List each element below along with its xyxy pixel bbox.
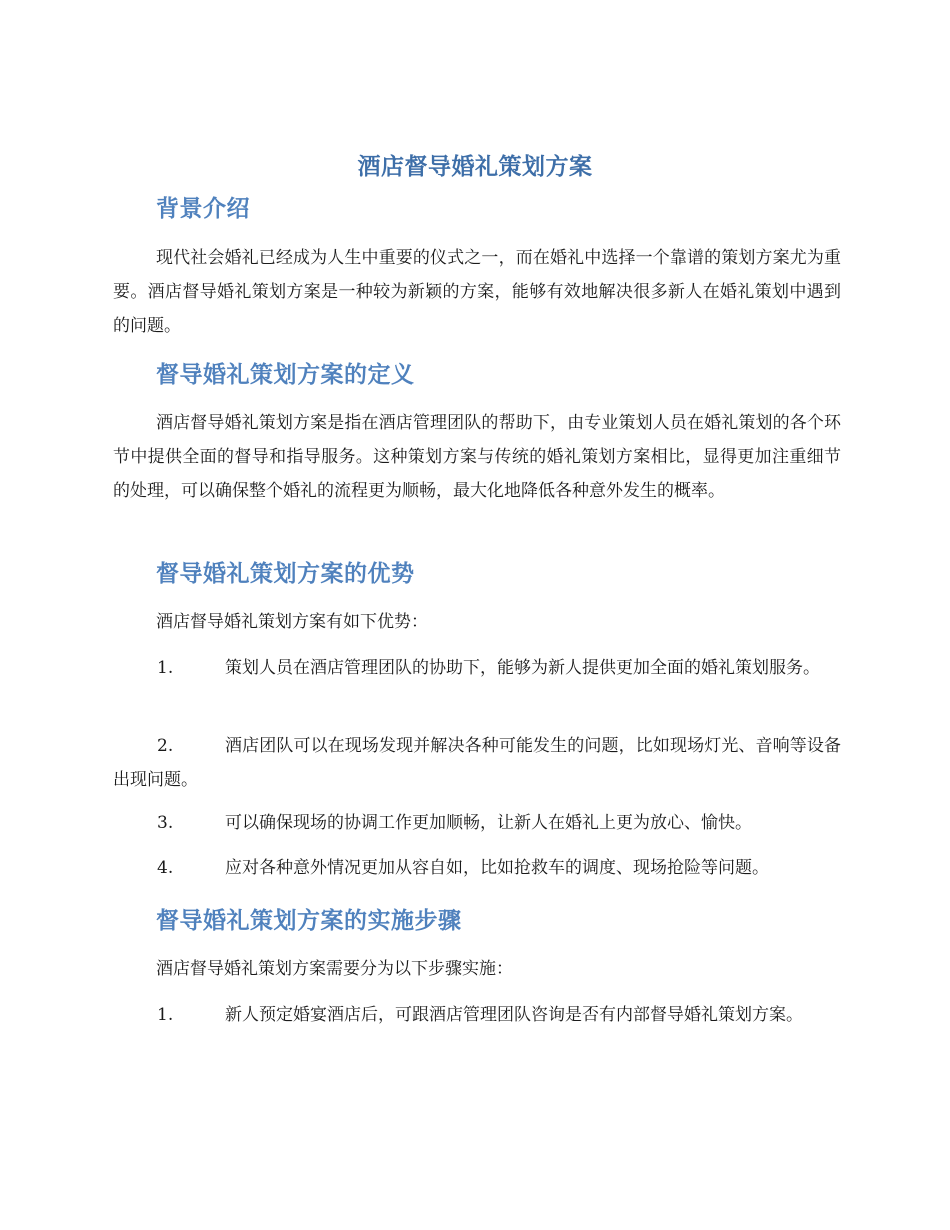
advantages-intro: 酒店督导婚礼策划方案有如下优势： <box>156 612 428 632</box>
steps-intro: 酒店督导婚礼策划方案需要分为以下步骤实施： <box>156 959 513 979</box>
list-item-text: 可以确保现场的协调工作更加顺畅，让新人在婚礼上更为放心、愉快。 <box>225 813 752 833</box>
list-item <box>113 729 841 797</box>
list-item-number: 3. <box>157 813 174 833</box>
list-item <box>113 998 841 1032</box>
section-heading-advantages: 督导婚礼策划方案的优势 <box>156 561 415 587</box>
list-item-text: 酒店团队可以在现场发现并解决各种可能发生的问题，比如现场灯光、音响等设备出现问题。 <box>113 736 841 790</box>
list-item-text: 策划人员在酒店管理团队的协助下，能够为新人提供更加全面的婚礼策划服务。 <box>225 658 820 678</box>
section-heading-definition: 督导婚礼策划方案的定义 <box>156 362 415 388</box>
section-paragraph-background: 现代社会婚礼已经成为人生中重要的仪式之一，而在婚礼中选择一个靠谱的策划方案尤为重要。酒店督导婚礼策划方案是一种较为新颖的方案，能够有效地解决很多新人在婚礼策划中遇到的问题。 <box>113 248 841 336</box>
list-item-number: 2. <box>157 736 174 756</box>
document-title: 酒店督导婚礼策划方案 <box>357 154 593 180</box>
list-item-text: 应对各种意外情况更加从容自如，比如抢救车的调度、现场抢险等问题。 <box>225 858 769 878</box>
list-item <box>113 651 841 685</box>
list-item <box>113 806 841 840</box>
list-item <box>113 851 841 885</box>
section-paragraph-definition: 酒店督导婚礼策划方案是指在酒店管理团队的帮助下，由专业策划人员在婚礼策划的各个环节中提供全面的督导和指导服务。这种策划方案与传统的婚礼策划方案相比，显得更加注重细节的处理，可以确保整个婚礼的流程更为顺畅，最大化地降低各种意外发生的概率。 <box>113 413 841 501</box>
list-item-number: 1. <box>157 658 174 678</box>
list-item-text: 新人预定婚宴酒店后，可跟酒店管理团队咨询是否有内部督导婚礼策划方案。 <box>225 1005 803 1025</box>
list-item-number: 4. <box>157 858 174 878</box>
section-heading-steps: 督导婚礼策划方案的实施步骤 <box>156 908 462 934</box>
list-item-number: 1. <box>157 1005 174 1025</box>
section-heading-background: 背景介绍 <box>156 196 250 222</box>
